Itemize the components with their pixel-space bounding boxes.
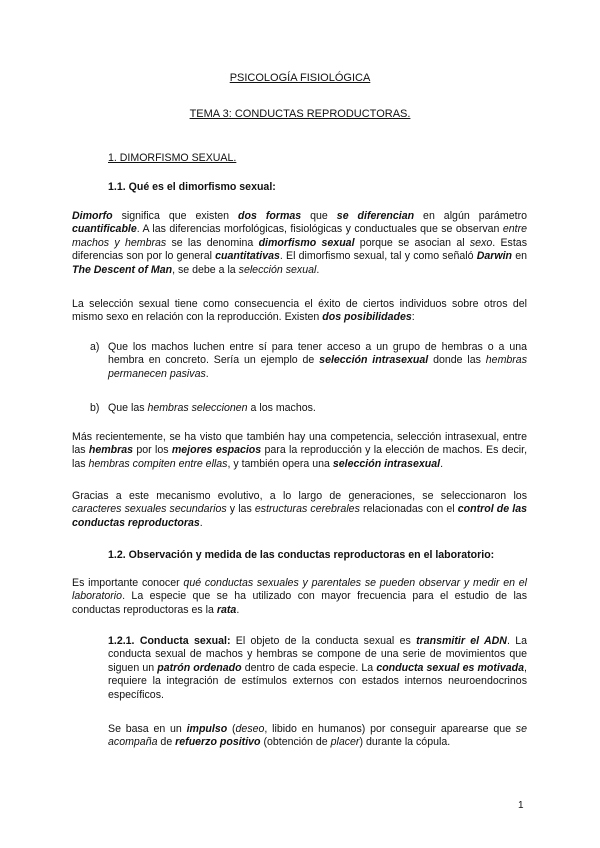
paragraph-dimorfismo: [72, 210, 527, 277]
text-run: .: [440, 457, 444, 470]
emphasis: selección intrasexual: [319, 354, 429, 367]
text-run: por los: [133, 444, 172, 457]
italic: deseo: [235, 723, 265, 735]
text-run: donde las: [428, 354, 486, 367]
text-run: (: [227, 723, 236, 735]
list-item-text: [108, 341, 527, 381]
text-run: .: [205, 367, 209, 380]
list-marker: a): [90, 341, 100, 353]
text-run: Es importante conocer: [72, 577, 184, 589]
text-run: La selección sexual tiene como consecuencia el éxito de ciertos individuos sobre otros del mismo sexo en relación con la reproducción. Existen: [72, 298, 527, 324]
emphasis: rata: [216, 603, 237, 616]
text-run: en algún parámetro: [414, 210, 527, 222]
italic: sexo: [469, 236, 493, 249]
text-run: .: [316, 263, 320, 276]
emphasis: impulso: [186, 723, 228, 735]
italic: entre machos y hembras: [72, 223, 527, 249]
emphasis: control de las conductas reproductoras: [72, 503, 528, 529]
text-run: para la reproducción y la elección de machos. Es decir, las: [72, 444, 528, 470]
emphasis: dos formas: [238, 210, 302, 222]
text-run: .: [236, 603, 240, 616]
emphasis: transmitir el ADN: [416, 635, 507, 647]
document-title: PSICOLOGÍA FISIOLÓGICA: [229, 72, 371, 84]
list-marker: b): [90, 402, 100, 414]
text-run: porque se asocian al: [354, 236, 470, 249]
section-heading: 1. DIMORFISMO SEXUAL.: [108, 152, 237, 164]
text-run: Gracias a este mecanismo evolutivo, a lo largo de generaciones, se seleccionaron los: [72, 490, 527, 502]
emphasis: Darwin: [476, 250, 513, 263]
text-run: de: [157, 736, 176, 749]
subsection-heading: 1.1. Qué es el dimorfismo sexual:: [108, 181, 276, 193]
italic: hembras permanecen pasivas: [108, 354, 527, 380]
text-run: El objeto de la conducta sexual es: [230, 635, 417, 647]
text-run: se las denomina: [166, 236, 259, 249]
text-run: ) durante la cópula.: [359, 736, 451, 749]
emphasis: refuerzo positivo: [175, 736, 261, 749]
text-run: . A las diferencias morfológicas, fisiológicas y conductuales que se observan: [136, 223, 503, 236]
subsection-heading: 1.2. Observación y medida de las conductas reproductoras en el laboratorio:: [108, 549, 495, 561]
emphasis: cuantitativas: [215, 250, 280, 263]
italic: estructuras cerebrales: [254, 503, 360, 516]
text-run: , y también opera una: [227, 457, 333, 470]
text-run: en: [512, 250, 527, 263]
text-run: . La conducta sexual de machos y hembras se compone de una serie de movimientos que siguen un: [108, 635, 527, 674]
text-run: Más recientemente, se ha visto que también hay una competencia, selección intrasexual, entre las: [72, 431, 527, 457]
emphasis: patrón ordenado: [157, 661, 242, 674]
text-run: . Estas diferencias son por lo general: [72, 236, 527, 263]
italic: hembras seleccionen: [147, 402, 248, 414]
italic: caracteres sexuales secundarios: [72, 503, 227, 516]
emphasis: hembras: [88, 444, 134, 457]
emphasis: dos posibilidades: [322, 311, 412, 324]
text-run: dentro de cada especie. La: [241, 661, 377, 674]
italic: hembras compiten entre ellas: [88, 457, 228, 470]
paragraph-conducta-sexual: [108, 635, 527, 702]
text-run: . El dimorfismo sexual, tal y como señaló: [279, 250, 477, 263]
emphasis: Dimorfo: [72, 210, 113, 222]
emphasis: The Descent of Man: [72, 263, 173, 276]
text-run: que: [301, 210, 337, 222]
text-run: significa que existen: [112, 210, 239, 222]
text-run: , se debe a la: [172, 263, 239, 276]
text-run: Se basa en un: [108, 723, 187, 735]
text-run: relacionadas con el: [359, 503, 458, 516]
text-run: .: [199, 516, 203, 529]
bold-label: 1.2.1. Conducta sexual:: [108, 635, 231, 647]
document-subtitle: TEMA 3: CONDUCTAS REPRODUCTORAS.: [189, 108, 411, 120]
paragraph-competencia: [72, 431, 527, 471]
paragraph-laboratorio: [72, 577, 527, 617]
list-item-text: [108, 402, 527, 415]
italic: se acompaña: [108, 723, 527, 749]
page-number: 1: [518, 800, 524, 811]
emphasis: se diferencian: [336, 210, 415, 222]
italic: placer: [330, 736, 360, 749]
paragraph-seleccion: [72, 298, 527, 325]
text-run: (obtención de: [260, 736, 331, 749]
emphasis: mejores espacios: [171, 444, 262, 457]
italic: selección sexual: [238, 263, 317, 276]
text-run: Que las: [108, 402, 148, 414]
paragraph-impulso: [108, 723, 527, 750]
text-run: , libido en humanos) por conseguir aparearse que: [264, 723, 516, 735]
text-run: . La especie que se ha utilizado con mayor frecuencia para el estudio de las conductas reproductoras es la: [72, 590, 527, 616]
text-run: , requiere la integración de estímulos externos con estados internos neuroendocrinos específicos.: [108, 661, 527, 701]
emphasis: dimorfismo sexual: [258, 236, 355, 249]
emphasis: selección intrasexual: [332, 457, 441, 470]
text-run: :: [411, 311, 415, 324]
text-run: Que los machos luchen entre sí para tener acceso a un grupo de hembras o a una hembra en concreto. Sería un ejemplo de: [108, 341, 527, 367]
text-run: a los machos.: [247, 402, 316, 414]
paragraph-mecanismo: [72, 490, 527, 530]
emphasis: cuantificable: [72, 223, 137, 236]
italic: qué conductas sexuales y parentales se pueden observar y medir en el laboratorio: [72, 577, 528, 603]
emphasis: conducta sexual es motivada: [376, 661, 525, 674]
text-run: y las: [226, 503, 255, 516]
